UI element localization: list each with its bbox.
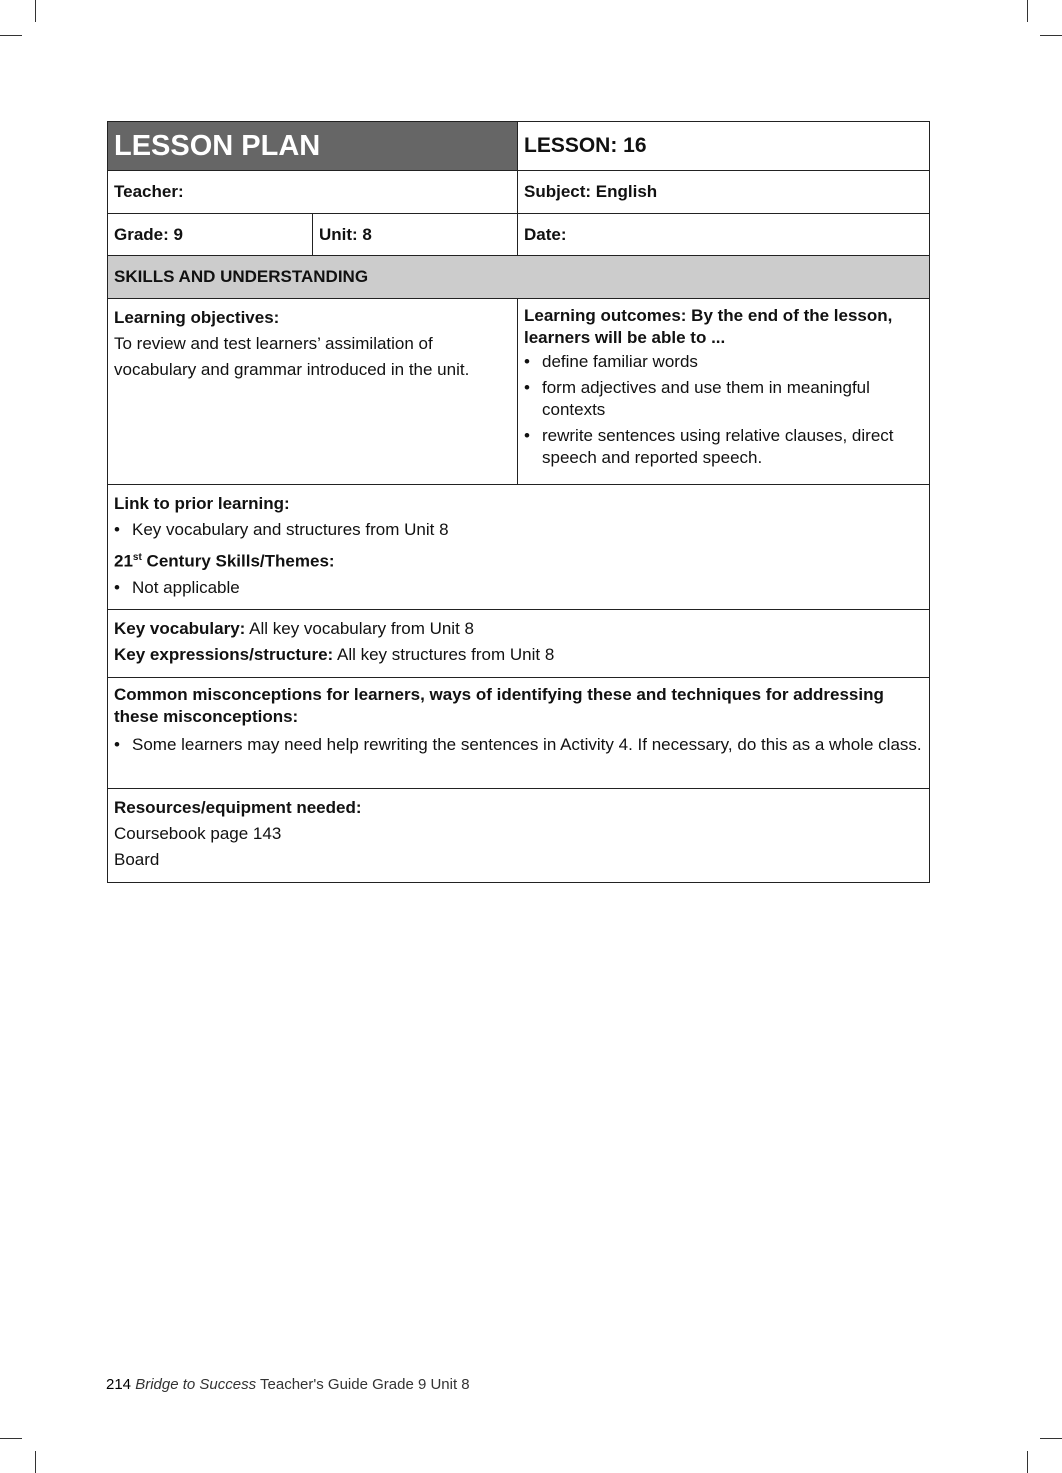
prior-item: • Key vocabulary and structures from Unit 8: [114, 519, 923, 541]
vocab-text: All key vocabulary from Unit 8: [245, 618, 474, 638]
outcome-item: • form adjectives and use them in meaningful contexts: [524, 377, 923, 421]
skills-heading: SKILLS AND UNDERSTANDING: [108, 256, 930, 299]
crop-mark: [0, 1438, 22, 1439]
vocab-label: Key vocabulary:: [114, 618, 246, 638]
lesson-plan-title: LESSON PLAN: [108, 122, 518, 171]
resources-label: Resources/equipment needed:: [114, 797, 362, 817]
skills-label-num: 21: [114, 551, 133, 571]
skills-label-sup: st: [132, 552, 142, 563]
objectives-label: Learning objectives:: [114, 308, 280, 327]
subject-field: Subject: English: [518, 171, 930, 214]
prior-learning-cell: [108, 485, 930, 610]
resource-line: Board: [114, 849, 160, 869]
page-footer: [106, 1376, 470, 1393]
crop-mark: [1027, 0, 1028, 22]
page-number: 214: [106, 1376, 132, 1393]
unit-field: Unit: 8: [313, 214, 518, 256]
crop-mark: [1040, 1438, 1062, 1439]
crop-mark: [1040, 35, 1062, 36]
footer-text: Teacher's Guide Grade 9 Unit 8: [256, 1376, 470, 1393]
expr-label: Key expressions/structure:: [114, 644, 334, 664]
crop-mark: [35, 1451, 36, 1473]
crop-mark: [35, 0, 36, 22]
lesson-number: LESSON: 16: [518, 122, 930, 171]
teacher-field: Teacher:: [108, 171, 518, 214]
grade-field: Grade: 9: [108, 214, 313, 256]
skills-label: Century Skills/Themes:: [141, 551, 335, 571]
resource-line: Coursebook page 143: [114, 823, 282, 843]
lesson-plan-table: [107, 121, 930, 883]
misconceptions-cell: [108, 677, 930, 788]
vocabulary-cell: [108, 609, 930, 677]
skills-item: • Not applicable: [114, 577, 923, 599]
date-field: Date:: [518, 214, 930, 256]
resources-cell: [108, 788, 930, 882]
crop-mark: [1027, 1451, 1028, 1473]
prior-label: Link to prior learning:: [114, 494, 290, 513]
expr-text: All key structures from Unit 8: [333, 644, 555, 664]
objectives-text: To review and test learners’ assimilation of vocabulary and grammar introduced in the unit.: [114, 334, 470, 379]
crop-mark: [0, 35, 22, 36]
misconception-item: • Some learners may need help rewriting the sentences in Activity 4. If necessary, do this as a whole class.: [114, 734, 923, 756]
book-title: Bridge to Success: [135, 1376, 257, 1393]
outcome-item: • define familiar words: [524, 351, 923, 373]
misconceptions-label: Common misconceptions for learners, ways of identifying these and techniques for addressing these misconceptions:: [114, 684, 884, 726]
objectives-cell: [108, 299, 518, 485]
outcome-item: • rewrite sentences using relative clauses, direct speech and reported speech.: [524, 425, 923, 469]
outcomes-label: Learning outcomes: By the end of the lesson, learners will be able to ...: [524, 306, 893, 347]
outcomes-cell: [518, 299, 930, 485]
